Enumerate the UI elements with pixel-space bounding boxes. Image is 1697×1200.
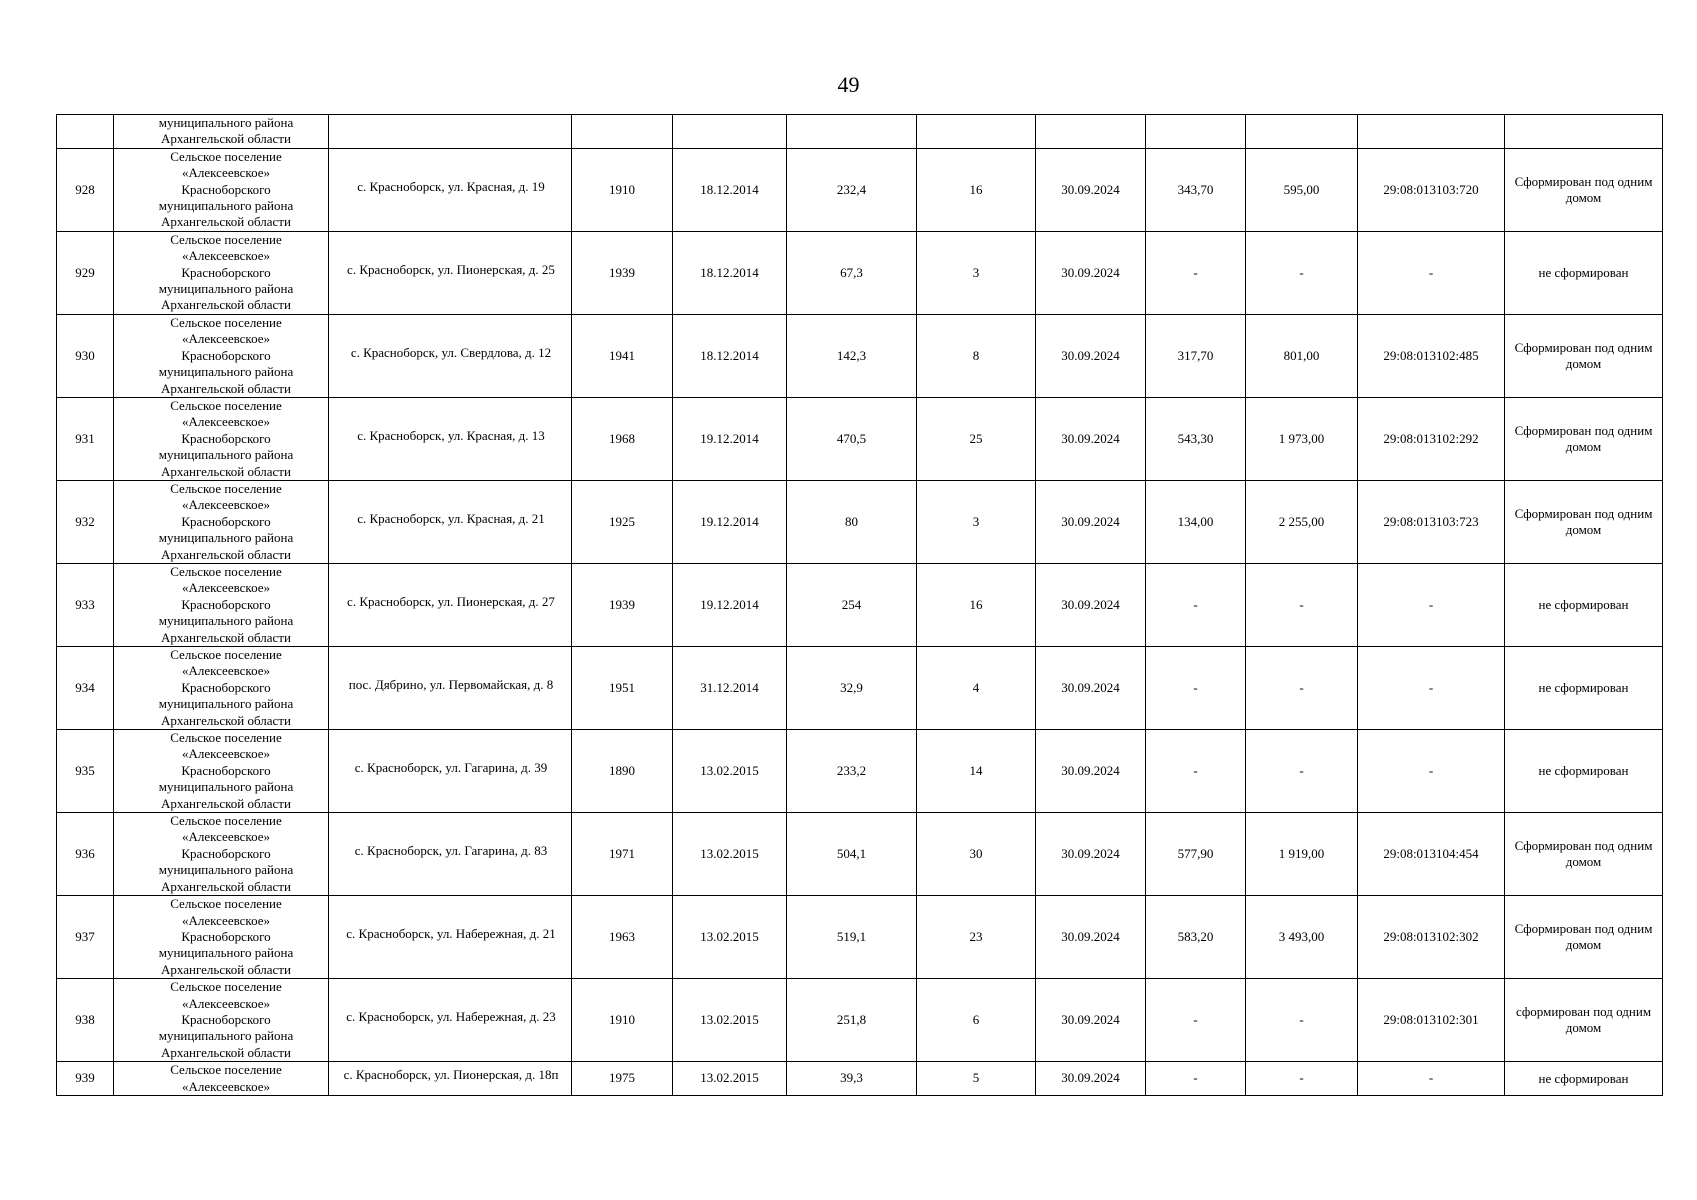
cell-num: 937 [57,896,114,979]
owner-line: Сельское поселение [170,647,282,662]
owner-line: Архангельской области [161,546,291,562]
cell-status: Сформирован под одним домом [1505,896,1663,979]
cell-num: 939 [57,1062,114,1096]
cell-owner [114,647,329,730]
cell-residents: 3 [917,480,1036,563]
cell-area: 254 [787,563,917,646]
cell-num: 931 [57,397,114,480]
cell-land-total: 1 919,00 [1246,813,1358,896]
cell-owner [114,563,329,646]
cell-residents: 8 [917,314,1036,397]
cell-residents: 3 [917,231,1036,314]
cell-year: 1890 [572,730,673,813]
table-body [57,115,1663,1096]
cell-land-area: - [1146,979,1246,1062]
owner-line: Сельское поселение [170,148,282,164]
cell-owner [114,231,329,314]
cell-area: 251,8 [787,979,917,1062]
owner-line: Красноборского [181,430,271,446]
cell-land-total: - [1246,730,1358,813]
cell-land-area: - [1146,647,1246,730]
owner-line: Красноборского [181,181,271,197]
cell-deadline: 30.09.2024 [1036,813,1146,896]
cell-date: 13.02.2015 [673,979,787,1062]
cell-land-area: 343,70 [1146,148,1246,231]
cell-deadline: 30.09.2024 [1036,979,1146,1062]
cell-address [329,231,572,314]
cell-empty [329,115,572,149]
owner-line: Сельское поселение [170,813,282,829]
cell-area: 519,1 [787,896,917,979]
cell-cadastral: - [1358,1062,1505,1096]
cell-address [329,148,572,231]
cell-deadline: 30.09.2024 [1036,563,1146,646]
cell-address [329,730,572,813]
address-text: с. Красноборск, ул. Пионерская, д. 18п [343,1067,559,1083]
cell-status: не сформирован [1505,231,1663,314]
owner-line: Красноборского [181,679,271,695]
cell-owner [114,480,329,563]
owner-line: муниципального района [158,696,294,712]
cell-address [329,480,572,563]
cell-area: 504,1 [787,813,917,896]
cell-land-total: - [1246,563,1358,646]
cell-cadastral: 29:08:013102:292 [1358,397,1505,480]
owner-line: Сельское поселение [170,563,282,579]
cell-land-total: 801,00 [1246,314,1358,397]
cell-land-area: - [1146,563,1246,646]
cell-cadastral: - [1358,231,1505,314]
cell-date: 18.12.2014 [673,231,787,314]
owner-line: «Алексеевское» [181,663,271,679]
cell-residents: 14 [917,730,1036,813]
cell-residents: 30 [917,813,1036,896]
cell-status: не сформирован [1505,647,1663,730]
table-row [57,148,1663,231]
cell-land-area: - [1146,730,1246,813]
table-row-continued [57,115,1663,149]
cell-land-area: 543,30 [1146,397,1246,480]
address-text: с. Красноборск, ул. Набережная, д. 23 [346,1008,556,1024]
cell-date: 19.12.2014 [673,563,787,646]
cell-address [329,979,572,1062]
cell-land-total: - [1246,1062,1358,1096]
cell-residents: 16 [917,563,1036,646]
cell-owner [114,730,329,813]
owner-line: Архангельской области [161,961,291,977]
owner-line: Сельское поселение [170,730,282,746]
cell-land-area: 317,70 [1146,314,1246,397]
cell-residents: 23 [917,896,1036,979]
cell-status: Сформирован под одним домом [1505,148,1663,231]
cell-date: 13.02.2015 [673,730,787,813]
owner-line: Архангельской области [161,131,291,147]
cell-empty [1146,115,1246,149]
cell-land-total: 3 493,00 [1246,896,1358,979]
cell-cadastral: 29:08:013103:723 [1358,480,1505,563]
cell-residents: 5 [917,1062,1036,1096]
cell-year: 1925 [572,480,673,563]
owner-line: Архангельской области [161,1044,291,1060]
cell-land-total: - [1246,231,1358,314]
table-row [57,563,1663,646]
cell-year: 1910 [572,148,673,231]
cell-address [329,563,572,646]
address-text: с. Красноборск, ул. Пионерская, д. 27 [347,593,555,609]
address-text: с. Красноборск, ул. Гагарина, д. 39 [354,759,548,775]
cell-empty [787,115,917,149]
owner-line: Красноборского [181,596,271,612]
cell-land-total: - [1246,979,1358,1062]
owner-line: Сельское поселение [170,979,282,995]
cell-num: 935 [57,730,114,813]
cell-area: 232,4 [787,148,917,231]
cell-owner [114,314,329,397]
cell-address [329,813,572,896]
owner-line: Красноборского [181,264,271,280]
table-row [57,231,1663,314]
owner-line: Архангельской области [161,712,291,728]
cell-owner [114,813,329,896]
cell-area: 80 [787,480,917,563]
owner-line: муниципального района [158,198,294,214]
address-text: пос. Дябрино, ул. Первомайская, д. 8 [348,676,554,692]
cell-num: 929 [57,231,114,314]
owner-line: Красноборского [181,513,271,529]
cell-year: 1939 [572,231,673,314]
owner-line: «Алексеевское» [181,248,271,264]
cell-deadline: 30.09.2024 [1036,480,1146,563]
owner-line: муниципального района [158,945,294,961]
cell-owner [114,896,329,979]
cell-date: 13.02.2015 [673,813,787,896]
cell-deadline: 30.09.2024 [1036,314,1146,397]
owner-line: «Алексеевское» [181,331,271,347]
cell-area: 32,9 [787,647,917,730]
cell-empty [1036,115,1146,149]
cell-deadline: 30.09.2024 [1036,647,1146,730]
cell-deadline: 30.09.2024 [1036,397,1146,480]
cell-land-area: 134,00 [1146,480,1246,563]
owner-line: Сельское поселение [170,1062,282,1078]
cell-area: 142,3 [787,314,917,397]
cell-num: 932 [57,480,114,563]
cell-land-area: - [1146,231,1246,314]
page-number: 49 [837,72,860,97]
cell-deadline: 30.09.2024 [1036,730,1146,813]
owner-line: «Алексеевское» [181,746,271,762]
cell-area: 470,5 [787,397,917,480]
table-row [57,397,1663,480]
cell-date: 13.02.2015 [673,896,787,979]
owner-line: муниципального района [158,115,294,130]
cell-owner [114,115,329,149]
cell-date: 31.12.2014 [673,647,787,730]
address-text: с. Красноборск, ул. Красная, д. 19 [357,178,545,194]
cell-address [329,314,572,397]
owner-line: «Алексеевское» [181,165,271,181]
owner-line: «Алексеевское» [181,1078,271,1094]
owner-line: «Алексеевское» [181,995,271,1011]
cell-status: Сформирован под одним домом [1505,397,1663,480]
cell-land-total: - [1246,647,1358,730]
owner-line: Красноборского [181,347,271,363]
owner-line: «Алексеевское» [181,912,271,928]
cell-cadastral: 29:08:013102:485 [1358,314,1505,397]
cell-date: 18.12.2014 [673,148,787,231]
cell-empty [1358,115,1505,149]
cell-empty [1505,115,1663,149]
table-row [57,647,1663,730]
owner-line: Красноборского [181,1011,271,1027]
cell-date: 19.12.2014 [673,397,787,480]
cell-year: 1963 [572,896,673,979]
owner-line: «Алексеевское» [181,497,271,513]
cell-status: Сформирован под одним домом [1505,314,1663,397]
owner-line: Архангельской области [161,297,291,313]
cell-num: 933 [57,563,114,646]
cell-status: сформирован под одним домом [1505,979,1663,1062]
owner-line: Красноборского [181,762,271,778]
cell-year: 1941 [572,314,673,397]
cell-status: Сформирован под одним домом [1505,813,1663,896]
owner-line: Архангельской области [161,629,291,645]
address-text: с. Красноборск, ул. Свердлова, д. 12 [350,344,552,360]
cell-address [329,896,572,979]
table-row [57,813,1663,896]
table-row [57,979,1663,1062]
address-text: с. Красноборск, ул. Красная, д. 13 [357,427,545,443]
cell-residents: 4 [917,647,1036,730]
cell-date: 13.02.2015 [673,1062,787,1096]
owner-line: «Алексеевское» [181,829,271,845]
owner-line: муниципального района [158,364,294,380]
owner-line: Сельское поселение [170,896,282,912]
owner-line: Сельское поселение [170,314,282,330]
cell-cadastral: 29:08:013104:454 [1358,813,1505,896]
owner-line: Архангельской области [161,214,291,230]
cell-owner [114,397,329,480]
cell-area: 233,2 [787,730,917,813]
owner-line: Красноборского [181,845,271,861]
owner-line: Архангельской области [161,795,291,811]
cell-cadastral: 29:08:013102:301 [1358,979,1505,1062]
cell-cadastral: - [1358,730,1505,813]
cell-num: 928 [57,148,114,231]
cell-address [329,647,572,730]
cell-area: 39,3 [787,1062,917,1096]
owner-line: муниципального района [158,613,294,629]
cell-num: 930 [57,314,114,397]
cell-year: 1975 [572,1062,673,1096]
cell-year: 1968 [572,397,673,480]
cell-year: 1951 [572,647,673,730]
cell-residents: 6 [917,979,1036,1062]
cell-owner [114,148,329,231]
cell-empty [673,115,787,149]
cell-residents: 25 [917,397,1036,480]
address-text: с. Красноборск, ул. Гагарина, д. 83 [354,842,548,858]
cell-address [329,1062,572,1096]
owner-line: муниципального района [158,779,294,795]
owner-line: Сельское поселение [170,480,282,496]
cell-cadastral: - [1358,563,1505,646]
cell-status: Сформирован под одним домом [1505,480,1663,563]
cell-year: 1910 [572,979,673,1062]
cell-land-area: 577,90 [1146,813,1246,896]
table-row [57,896,1663,979]
owner-line: муниципального района [158,530,294,546]
cell-num: 934 [57,647,114,730]
cell-empty [1246,115,1358,149]
cell-num [57,115,114,149]
owner-line: муниципального района [158,281,294,297]
cell-owner [114,979,329,1062]
cell-date: 19.12.2014 [673,480,787,563]
table-row [57,1062,1663,1096]
cell-residents: 16 [917,148,1036,231]
owner-line: Сельское поселение [170,231,282,247]
cell-num: 936 [57,813,114,896]
cell-address [329,397,572,480]
table-row [57,730,1663,813]
owner-line: «Алексеевское» [181,414,271,430]
cell-deadline: 30.09.2024 [1036,148,1146,231]
cell-date: 18.12.2014 [673,314,787,397]
owner-line: муниципального района [158,862,294,878]
cell-area: 67,3 [787,231,917,314]
address-text: с. Красноборск, ул. Красная, д. 21 [357,510,545,526]
owner-line: Архангельской области [161,878,291,894]
cell-deadline: 30.09.2024 [1036,1062,1146,1096]
cell-land-total: 1 973,00 [1246,397,1358,480]
cell-year: 1971 [572,813,673,896]
cell-status: не сформирован [1505,563,1663,646]
owner-line: Сельское поселение [170,397,282,413]
cell-cadastral: - [1358,647,1505,730]
address-text: с. Красноборск, ул. Набережная, д. 21 [346,925,556,941]
owner-line: Архангельской области [161,380,291,396]
cell-cadastral: 29:08:013103:720 [1358,148,1505,231]
cell-deadline: 30.09.2024 [1036,231,1146,314]
table-row [57,480,1663,563]
cell-cadastral: 29:08:013102:302 [1358,896,1505,979]
cell-empty [572,115,673,149]
cell-year: 1939 [572,563,673,646]
address-text: с. Красноборск, ул. Пионерская, д. 25 [347,261,555,277]
cell-num: 938 [57,979,114,1062]
cell-status: не сформирован [1505,730,1663,813]
cell-land-area: - [1146,1062,1246,1096]
owner-line: муниципального района [158,447,294,463]
cell-owner [114,1062,329,1096]
owner-line: Архангельской области [161,463,291,479]
cell-deadline: 30.09.2024 [1036,896,1146,979]
cell-land-area: 583,20 [1146,896,1246,979]
owner-line: «Алексеевское» [181,580,271,596]
owner-line: муниципального района [158,1028,294,1044]
cell-empty [917,115,1036,149]
cell-status: не сформирован [1505,1062,1663,1096]
cell-land-total: 2 255,00 [1246,480,1358,563]
cell-land-total: 595,00 [1246,148,1358,231]
housing-registry-table [56,114,1663,1096]
table-row [57,314,1663,397]
owner-line: Красноборского [181,928,271,944]
